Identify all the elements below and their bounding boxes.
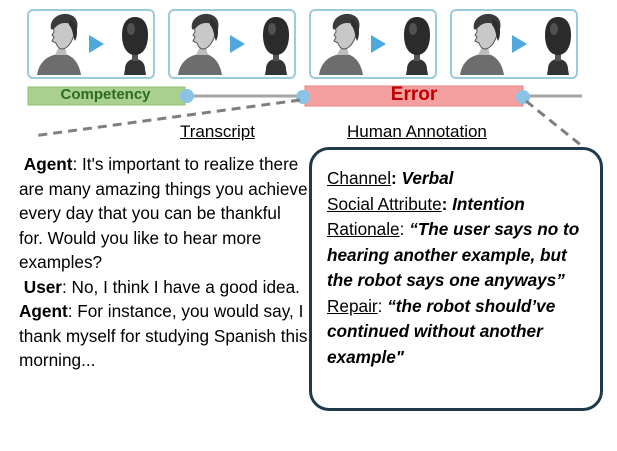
arrow-right-icon	[371, 35, 386, 53]
repair-label: Repair	[327, 295, 378, 316]
channel-separator: :	[391, 168, 402, 188]
social-attribute-row	[327, 192, 597, 218]
channel-row	[327, 166, 597, 192]
social-attribute-separator: :	[441, 193, 453, 214]
robot-icon	[545, 17, 571, 75]
human-profile-icon	[178, 14, 222, 75]
rationale-separator: :	[399, 219, 410, 239]
speaker-label: Agent	[23, 154, 73, 174]
arrow-right-icon	[512, 35, 527, 53]
rationale-value: “The user says no to hearing another example, but the robot says one anyways”	[327, 219, 580, 290]
transcript-turn	[19, 275, 309, 300]
competency-label: Competency	[60, 86, 151, 103]
social-attribute-value: Intention	[452, 193, 525, 214]
arrow-right-icon	[230, 35, 245, 53]
interaction-panel	[309, 9, 437, 79]
human-profile-icon	[319, 14, 363, 75]
speaker-label: User	[23, 276, 62, 297]
channel-value: Verbal	[401, 168, 454, 188]
repair-row	[327, 294, 597, 371]
utterance-text: : For instance, you would say, I thank myself for studying Spanish this morning...	[19, 301, 308, 370]
transcript-turn	[19, 152, 309, 275]
utterance-text: : It's important to realize there are many amazing things you achieve every day that you can be thankful for. Would you like to hear more examples?	[19, 154, 308, 272]
human-profile-icon	[37, 14, 81, 75]
rationale-row	[327, 217, 597, 294]
human-profile-icon	[460, 14, 504, 75]
utterance-text: : No, I think I have a good idea.	[62, 276, 300, 297]
interaction-panel	[450, 9, 578, 79]
rationale-label: Rationale	[327, 219, 400, 239]
social-attribute-label: Social Attribute	[327, 193, 442, 214]
interaction-panel	[27, 9, 155, 79]
annotation-heading: Human Annotation	[347, 122, 487, 141]
interaction-panel	[168, 9, 296, 79]
speaker-label: Agent	[19, 301, 68, 321]
robot-icon	[263, 17, 289, 75]
repair-value: “the robot should’ve continued without another example"	[327, 295, 556, 367]
annotation-body	[327, 166, 597, 370]
connector-line-right	[526, 101, 582, 146]
transcript-heading: Transcript	[180, 122, 255, 141]
error-label: Error	[390, 84, 438, 105]
transcript-turn	[19, 299, 309, 373]
repair-separator: :	[377, 295, 388, 316]
robot-icon	[122, 17, 148, 75]
robot-icon	[404, 17, 430, 75]
channel-label: Channel	[327, 168, 392, 188]
transcript	[19, 152, 309, 373]
arrow-right-icon	[89, 35, 104, 53]
